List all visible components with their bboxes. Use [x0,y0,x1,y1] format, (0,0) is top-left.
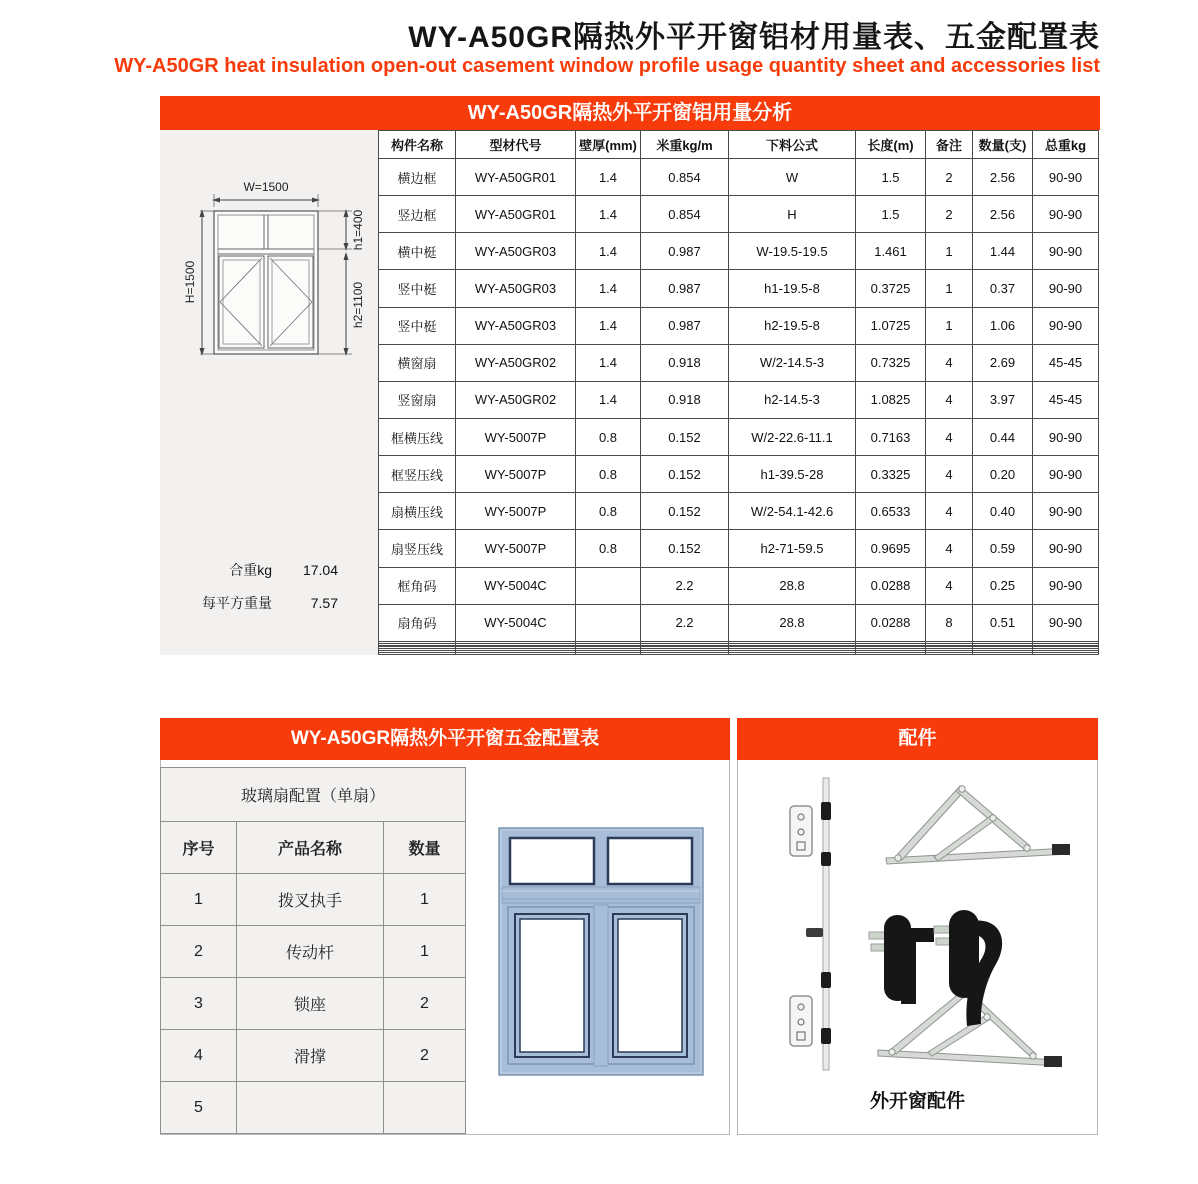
table-cell: WY-5007P [456,418,576,455]
table-row [379,418,1099,455]
table-cell: 0.854 [641,159,729,196]
section1-header-bar: WY-A50GR隔热外平开窗铝用量分析 [160,96,1100,130]
table-cell: WY-A50GR03 [456,270,576,307]
table-cell: 1.5 [856,196,926,233]
table-cell: 0.3725 [856,270,926,307]
table-cell: 0.152 [641,530,729,567]
table-cell: 0.9695 [856,530,926,567]
hardware-table-cell: 1 [384,874,466,926]
table-cell [973,652,1033,654]
table-cell: WY-A50GR01 [456,196,576,233]
per-sqm-weight-value: 7.57 [310,595,338,611]
hardware-table-row [161,978,466,1030]
table-cell: 90-90 [1033,530,1099,567]
table-cell [576,567,641,604]
table-row [379,196,1099,233]
table-cell: 0.3325 [856,456,926,493]
table-cell: 2.56 [973,159,1033,196]
table-cell: 0.918 [641,381,729,418]
table-cell: 90-90 [1033,493,1099,530]
table-cell: 框角码 [379,567,456,604]
table-cell: 竖边框 [379,196,456,233]
hardware-column-header: 产品名称 [237,822,384,874]
table-cell: 1 [926,270,973,307]
lock-keeper-icon [790,806,812,856]
hardware-table-cell: 4 [161,1030,237,1082]
column-header: 总重kg [1033,131,1099,159]
table-cell: 0.6533 [856,493,926,530]
table-row [379,652,1099,654]
table-cell: 1.4 [576,344,641,381]
dim-h1-label: h1=400 [351,209,365,251]
table-cell: 90-90 [1033,159,1099,196]
profile-usage-table [378,130,1099,655]
table-cell: WY-A50GR01 [456,159,576,196]
table-cell: 0.152 [641,456,729,493]
table-cell: 2 [926,159,973,196]
table-cell: 4 [926,381,973,418]
column-header: 壁厚(mm) [576,131,641,159]
table-cell: WY-A50GR03 [456,233,576,270]
table-cell: 0.987 [641,233,729,270]
accessories-caption: 外开窗配件 [869,1091,965,1112]
table-cell: WY-5007P [456,530,576,567]
weight-summary [160,560,338,626]
table-cell [926,652,973,654]
table-row [379,159,1099,196]
table-cell: 扇横压线 [379,493,456,530]
hardware-table [160,767,466,1134]
table-cell: 1 [926,233,973,270]
table-cell: h2-71-59.5 [729,530,856,567]
table-cell: 0.8 [576,530,641,567]
hardware-table-row [161,1030,466,1082]
window-dimension-diagram [160,150,378,450]
table-cell: H [729,196,856,233]
hardware-table-cell: 拨叉执手 [237,874,384,926]
table-cell: 0.20 [973,456,1033,493]
per-sqm-weight-row [160,593,338,613]
table-cell: 0.40 [973,493,1033,530]
table-cell: 0.37 [973,270,1033,307]
hardware-table-header-row [161,822,466,874]
hardware-table-title: 玻璃扇配置（单扇） [161,768,466,822]
table-cell: W [729,159,856,196]
table-cell: 1.4 [576,233,641,270]
table-cell: 8 [926,604,973,641]
column-header: 构件名称 [379,131,456,159]
table-cell: W-19.5-19.5 [729,233,856,270]
table-cell: 1.0825 [856,381,926,418]
hardware-table-cell: 1 [384,926,466,978]
table-cell: 4 [926,418,973,455]
hardware-table-row [161,874,466,926]
table-cell [856,652,926,654]
column-header: 长度(m) [856,131,926,159]
hardware-config-panel [160,760,730,1135]
hardware-table-title-row [161,768,466,822]
table-row [379,344,1099,381]
table-row [379,381,1099,418]
table-cell: 竖窗扇 [379,381,456,418]
lock-keeper-icon [790,996,812,1046]
table-cell: 竖中梃 [379,307,456,344]
table-cell: 4 [926,344,973,381]
table-cell [641,652,729,654]
table-cell: 0.987 [641,307,729,344]
table-cell: 90-90 [1033,456,1099,493]
table-cell: 0.8 [576,418,641,455]
dim-width-label: W=1500 [243,180,289,194]
hardware-table-cell: 5 [161,1082,237,1134]
table-cell: 90-90 [1033,604,1099,641]
table-cell: 横窗扇 [379,344,456,381]
table-cell: 0.918 [641,344,729,381]
table-cell: 0.8 [576,456,641,493]
table-cell: 1.5 [856,159,926,196]
hardware-table-cell: 滑撑 [237,1030,384,1082]
column-header: 备注 [926,131,973,159]
casement-window-image [498,827,704,1076]
section2-right-header-bar: 配件 [737,718,1098,760]
table-cell: 45-45 [1033,344,1099,381]
per-sqm-weight-label: 每平方重量 [202,595,272,611]
table-cell: 2.56 [973,196,1033,233]
table-cell: 1.4 [576,270,641,307]
table-row [379,307,1099,344]
table-cell: 扇角码 [379,604,456,641]
table-row [379,567,1099,604]
table-cell: WY-A50GR02 [456,381,576,418]
table-cell: 0.59 [973,530,1033,567]
table-cell [576,652,641,654]
table-cell: 1.4 [576,381,641,418]
hardware-table-cell: 传动杆 [237,926,384,978]
table-cell [576,604,641,641]
accessories-panel [737,760,1098,1135]
table-cell [1033,652,1099,654]
table-cell: WY-A50GR02 [456,344,576,381]
column-header: 下料公式 [729,131,856,159]
table-cell: WY-5004C [456,567,576,604]
table-cell: 0.0288 [856,604,926,641]
friction-stay-icon [886,786,1070,864]
table-cell: 0.987 [641,270,729,307]
hardware-table-row [161,1082,466,1134]
column-header: 型材代号 [456,131,576,159]
hardware-column-header: 数量 [384,822,466,874]
table-cell: h1-19.5-8 [729,270,856,307]
table-cell: 90-90 [1033,233,1099,270]
table-cell: 2.2 [641,604,729,641]
column-header: 数量(支) [973,131,1033,159]
table-cell: 1.461 [856,233,926,270]
table-cell: 90-90 [1033,196,1099,233]
table-cell: h2-14.5-3 [729,381,856,418]
table-cell: 90-90 [1033,270,1099,307]
table-cell: 框横压线 [379,418,456,455]
table-row [379,456,1099,493]
table-row [379,233,1099,270]
table-cell: 1.4 [576,307,641,344]
table-row [379,493,1099,530]
dim-height-label: H=1500 [183,260,197,304]
hardware-table-row [161,926,466,978]
table-cell: h1-39.5-28 [729,456,856,493]
table-cell: 4 [926,567,973,604]
table-cell: 28.8 [729,567,856,604]
table-cell: WY-5007P [456,456,576,493]
table-cell: 0.7325 [856,344,926,381]
total-weight-value: 17.04 [302,562,338,578]
table-cell: 0.44 [973,418,1033,455]
table-cell: 0.7163 [856,418,926,455]
window-dimension-panel [160,130,378,655]
table-cell: 4 [926,530,973,567]
table-cell: 0.854 [641,196,729,233]
table-cell: 2 [926,196,973,233]
hardware-table-cell: 2 [161,926,237,978]
dim-h2-label: h2=1100 [351,281,365,329]
table-cell: WY-5004C [456,604,576,641]
table-header-row [379,131,1099,159]
table-cell [379,652,456,654]
table-cell: 0.51 [973,604,1033,641]
hardware-column-header: 序号 [161,822,237,874]
table-cell: 竖中梃 [379,270,456,307]
table-cell: h2-19.5-8 [729,307,856,344]
table-cell: W/2-14.5-3 [729,344,856,381]
table-cell: 90-90 [1033,567,1099,604]
table-cell: 横中梃 [379,233,456,270]
table-cell: 0.152 [641,418,729,455]
hardware-table-cell: 锁座 [237,978,384,1030]
table-cell: WY-A50GR03 [456,307,576,344]
hardware-table-cell: 2 [384,978,466,1030]
table-cell: 90-90 [1033,307,1099,344]
table-cell: 1 [926,307,973,344]
page-subtitle: WY-A50GR heat insulation open-out casement window profile usage quantity sheet and accessories list [114,55,1100,77]
table-cell: 0.152 [641,493,729,530]
table-cell [456,652,576,654]
table-cell: 1.44 [973,233,1033,270]
table-cell: 0.25 [973,567,1033,604]
section2-left-header-bar: WY-A50GR隔热外平开窗五金配置表 [160,718,730,760]
table-cell: 框竖压线 [379,456,456,493]
hardware-table-cell [384,1082,466,1134]
table-cell: 扇竖压线 [379,530,456,567]
hardware-table-cell: 3 [161,978,237,1030]
accessories-image [738,760,1097,1078]
hardware-table-cell [237,1082,384,1134]
table-cell: 3.97 [973,381,1033,418]
table-cell: 28.8 [729,604,856,641]
table-row [379,270,1099,307]
table-cell: 1.4 [576,159,641,196]
table-cell: WY-5007P [456,493,576,530]
total-weight-row [160,560,338,580]
table-cell: 4 [926,456,973,493]
column-header: 米重kg/m [641,131,729,159]
total-weight-label: 合重kg [229,562,272,578]
page-title: WY-A50GR隔热外平开窗铝材用量表、五金配置表 [408,21,1100,54]
table-cell: 1.06 [973,307,1033,344]
table-cell: 横边框 [379,159,456,196]
hardware-table-cell: 2 [384,1030,466,1082]
table-cell: 2.2 [641,567,729,604]
table-row [379,604,1099,641]
table-cell: 2.69 [973,344,1033,381]
table-cell: W/2-54.1-42.6 [729,493,856,530]
table-cell: 0.8 [576,493,641,530]
table-cell: W/2-22.6-11.1 [729,418,856,455]
table-cell: 1.4 [576,196,641,233]
table-row [379,530,1099,567]
table-cell [729,652,856,654]
table-cell: 0.0288 [856,567,926,604]
table-cell: 1.0725 [856,307,926,344]
window-handle-icon [869,915,934,1004]
table-cell: 45-45 [1033,381,1099,418]
hardware-table-cell: 1 [161,874,237,926]
table-cell: 90-90 [1033,418,1099,455]
table-cell: 4 [926,493,973,530]
